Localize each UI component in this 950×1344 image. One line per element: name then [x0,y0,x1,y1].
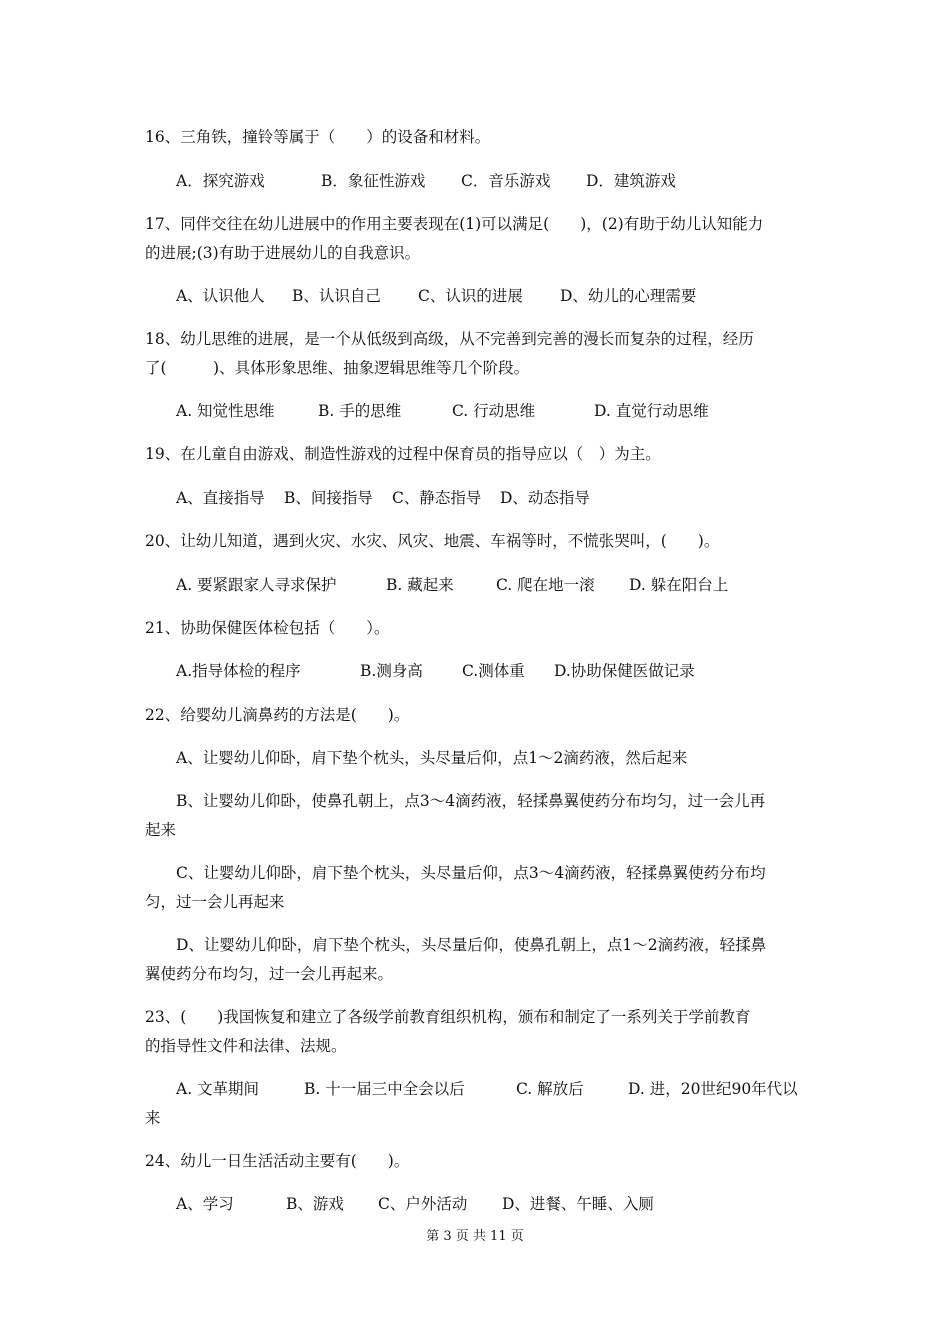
option-c: C. 爬在地一滚 [496,576,595,594]
question-22-choice-b-line2: 起来 [145,821,177,839]
option-d: D、进餐、午睡、入厕 [502,1195,654,1213]
question-23-stem-line2: 的指导性文件和法律、法规。 [145,1037,347,1055]
question-21-stem: 21、协助保健医体检包括（ ）。 [145,619,390,637]
option-c: C、静态指导 [392,489,482,507]
option-a: A. 文革期间 [176,1080,260,1098]
question-20-options [176,574,810,596]
option-b: B、游戏 [286,1195,344,1213]
question-21-options [176,660,810,682]
option-a: A. 知觉性思维 [176,402,275,420]
option-b: B、间接指导 [284,489,373,507]
page-number-footer: 第 3 页 共 11 页 [426,1229,524,1244]
option-a: A.指导体检的程序 [176,662,301,680]
question-23-stem-line1: 23、( )我国恢复和建立了各级学前教育组织机构，颁布和制定了一系列关于学前教育 [145,1008,751,1026]
option-b: B. 藏起来 [386,576,454,594]
question-17-stem-line2: 的进展;(3)有助于进展幼儿的自我意识。 [145,244,421,262]
option-c: C．音乐游戏 [461,172,551,190]
option-b: B. 十一届三中全会以后 [304,1080,465,1098]
question-18-stem-line2: 了( )、具体形象思维、抽象逻辑思维等几个阶段。 [145,359,530,377]
option-d: D、动态指导 [500,489,590,507]
option-a: A、认识他人 [176,287,265,305]
option-b: B.测身高 [360,662,423,680]
option-c: C、认识的进展 [418,287,523,305]
question-22-choice-a: A、让婴幼儿仰卧，肩下垫个枕头，头尽量后仰，点1～2滴药液，然后起来 [176,749,688,767]
option-c: C.测体重 [462,662,525,680]
question-22-stem: 22、给婴幼儿滴鼻药的方法是( )。 [145,706,410,724]
question-23-options [176,1078,810,1100]
question-19-options [176,487,810,509]
question-22-choice-c-line2: 匀，过一会儿再起来 [145,893,285,911]
question-22-choice-d-line1: D、让婴幼儿仰卧，肩下垫个枕头，头尽量后仰，使鼻孔朝上，点1～2滴药液，轻揉鼻 [176,936,767,954]
question-18-stem-line1: 18、幼儿思维的进展，是一个从低级到高级，从不完善到完善的漫长而复杂的过程，经历 [145,330,754,348]
question-24-options [176,1193,810,1215]
question-22-choice-b-line1: B、让婴幼儿仰卧，使鼻孔朝上，点3～4滴药液，轻揉鼻翼使药分布均匀，过一会儿再 [176,792,766,810]
option-a: A．探究游戏 [176,172,265,190]
question-16-stem: 16、三角铁，撞铃等属于（ ）的设备和材料。 [145,128,491,146]
option-c: C. 解放后 [516,1080,584,1098]
option-b: B、认识自己 [292,287,381,305]
question-24-stem: 24、幼儿一日生活活动主要有( )。 [145,1152,410,1170]
question-16-options [176,170,810,192]
question-22-choice-c-line1: C、让婴幼儿仰卧，肩下垫个枕头，头尽量后仰，点3～4滴药液，轻揉鼻翼使药分布均 [176,864,766,882]
option-c: C、户外活动 [378,1195,468,1213]
option-b: B．象征性游戏 [321,172,426,190]
option-d: D. 躲在阳台上 [629,576,729,594]
option-b: B. 手的思维 [318,402,402,420]
question-23-options-tail: 来 [145,1109,161,1127]
option-d: D．建筑游戏 [586,172,676,190]
question-19-stem: 19、在儿童自由游戏、制造性游戏的过程中保育员的指导应以（ ）为主。 [145,445,661,463]
option-d: D、幼儿的心理需要 [560,287,697,305]
option-d: D. 进，20世纪90年代以 [628,1080,798,1098]
question-17-options [176,285,810,307]
question-22-choice-d-line2: 翼使药分布均匀，过一会儿再起来。 [145,965,394,983]
option-a: A. 要紧跟家人寻求保护 [176,576,337,594]
option-a: A、学习 [176,1195,234,1213]
option-c: C. 行动思维 [452,402,536,420]
option-a: A、直接指导 [176,489,265,507]
question-17-stem-line1: 17、同伴交往在幼儿进展中的作用主要表现在(1)可以满足( )，(2)有助于幼儿认知能力 [145,215,764,233]
option-d: D. 直觉行动思维 [594,402,709,420]
question-20-stem: 20、让幼儿知道，遇到火灾、水灾、风灾、地震、车祸等时，不慌张哭叫，( )。 [145,532,720,550]
question-18-options [176,400,810,422]
option-d: D.协助保健医做记录 [554,662,695,680]
